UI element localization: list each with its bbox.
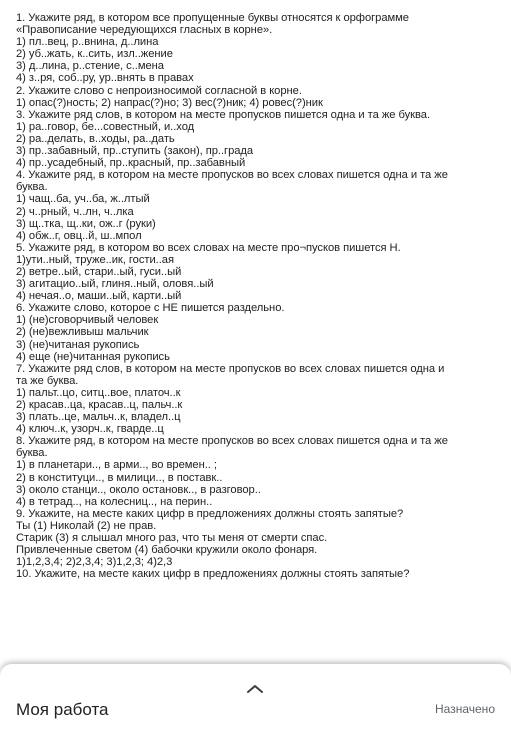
- document-line: 3. Укажите ряд слов, в котором на месте пропусков пишется одна и та же буква.: [16, 108, 431, 121]
- document-line: «Правописание чередующихся гласных в корне».: [16, 24, 273, 37]
- document-line: буква.: [16, 181, 48, 194]
- document-line: 4) в тетрад.., на колесниц.., на перин..: [16, 495, 213, 508]
- document-line: Привлеченные светом (4) бабочки кружили около фонаря.: [16, 544, 318, 557]
- document-line: 2. Укажите слово с непроизносимой согласной в корне.: [16, 84, 302, 97]
- document-line: 1) пл..вец, р..внина, д..лина: [16, 36, 159, 49]
- document-line: 1) (не)сговорчивый человек: [16, 314, 159, 327]
- document-line: 8. Укажите ряд, в котором на месте пропусков во всех словах пишется одна и та же: [16, 435, 448, 448]
- document-line: 1) пальт..цо, ситц..вое, платоч..к: [16, 386, 181, 399]
- document-line: 6. Укажите слово, которое с НЕ пишется раздельно.: [16, 302, 285, 315]
- document-line: 1)1,2,3,4; 2)2,3,4; 3)1,2,3; 4)2,3: [16, 556, 173, 569]
- document-line: 5. Укажите ряд, в котором во всех словах на месте про¬пусков пишется Н.: [16, 241, 401, 254]
- document-line: 7. Укажите ряд слов, в котором на месте пропусков во всех словах пишется одна и: [16, 362, 445, 375]
- document-line: 2) ветре..ый, стари..ый, гуси..ый: [16, 265, 182, 278]
- document-line: 4) еще (не)читанная рукопись: [16, 350, 170, 363]
- document-line: 1) чащ..ба, уч..ба, ж..лтый: [16, 193, 150, 206]
- document-line: Старик (3) я слышал много раз, что ты меня от смерти спас.: [16, 532, 328, 545]
- document-line: 1)ути..ный, труже..ик, гости..ая: [16, 253, 174, 266]
- document-line: 9. Укажите, на месте каких цифр в предложениях должны стоять запятые?: [16, 507, 404, 520]
- document-line: 3) плать..це, мальч..к, владел..ц: [16, 411, 181, 424]
- document-line: 4) пр..усадебный, пр..красный, пр..забавный: [16, 157, 246, 170]
- document-line: буква.: [16, 447, 48, 460]
- my-work-title: Моя работа: [16, 700, 109, 719]
- document-line: та же буква.: [16, 374, 79, 387]
- document-line: 3) щ..тка, щ..ки, ож..г (руки): [16, 217, 156, 230]
- document-line: 4) нечая..о, маши..ый, карти..ый: [16, 290, 182, 303]
- document-line: 3) (не)читаная рукопись: [16, 338, 140, 351]
- document-line: 3) пр..забавный, пр..ступить (закон), пр..града: [16, 145, 254, 158]
- document-line: 1) в планетари.., в арми.., во времен.. ;: [16, 459, 217, 472]
- document-line: 3) д..лина, р..стение, с..мена: [16, 60, 164, 73]
- document-line: 2) ра..делать, в..ходы, ра..дать: [16, 132, 175, 145]
- document-line: Ты (1) Николай (2) не прав.: [16, 519, 157, 532]
- document-line: 10. Укажите, на месте каких цифр в предложениях должны стоять запятые?: [16, 568, 410, 581]
- document-line: 4) з..ря, соб..ру, ур..внять в правах: [16, 72, 194, 85]
- assignment-status: Назначено: [435, 702, 495, 716]
- document-line: 4) ключ..к, узорч..к, гварде..ц: [16, 423, 164, 436]
- document-line: 3) агитацио..ый, глиня..ный, оловя..ый: [16, 278, 214, 291]
- my-work-bottom-sheet[interactable]: [0, 664, 511, 748]
- document-line: 2) (не)вежливыш мальчик: [16, 326, 149, 339]
- document-line: 2) красав..ца, красав..ц, пальч..к: [16, 399, 183, 411]
- document-line: 1. Укажите ряд, в котором все пропущенные буквы относятся к орфограмме: [16, 12, 409, 24]
- document-line: 3) около станци.., около остановк.., в разговор..: [16, 483, 261, 496]
- document-line: 4) обж..г, овц..й, ш..мпол: [16, 229, 142, 242]
- chevron-up-icon[interactable]: [245, 682, 265, 694]
- document-line: 2) уб..жать, к..сить, изл..жение: [16, 48, 173, 61]
- document-line: 4. Укажите ряд, в котором на месте пропусков во всех словах пишется одна и та же: [16, 169, 448, 182]
- document-line: 2) в конституци.., в милици.., в поставк..: [16, 471, 223, 484]
- document-line: 2) ч..рный, ч..лн, ч..лка: [16, 205, 134, 218]
- document-line: 1) опас(?)ность; 2) напрас(?)но; 3) вес(?)ник; 4) ровес(?)ник: [16, 96, 323, 109]
- document-line: 1) ра..говор, бе...совестный, и..ход: [16, 120, 195, 133]
